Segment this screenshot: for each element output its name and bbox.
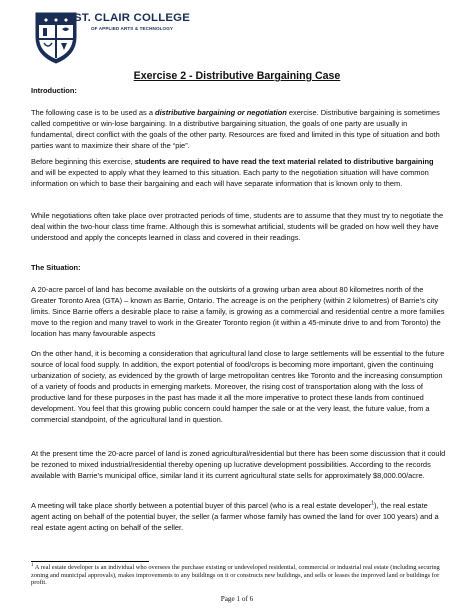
page-number: Page 1 of 6 [220,595,254,603]
introduction-heading [31,85,446,96]
intro-p1-part-b: exercise. Distributive bargaining is sometimes called competitive or win-lose bargaining. In a distributive bargaining situation, the goals of one party are usually in fundamental, direct conflict with the goals of the other party. Resources are fixed and limited in this type of situation and both parties want to maximize their share of the “pie”. [31,108,440,150]
footnote-text: A real estate developer is an individual who oversees the purchase existing or undeveloped residential, commercial or industrial real estate (including securing zoning and municipal approvals), makes improvements to any buildings on it or constructs new buildings, and sells or leases the improved land or buildings for profit. [31,564,440,586]
page-title: Exercise 2 - Distributive Bargaining Case [133,70,341,82]
situation-heading [31,262,446,273]
intro-paragraph-3 [31,210,446,243]
situation-paragraph-1 [31,284,446,339]
college-subtitle: OF APPLIED ARTS & TECHNOLOGY [90,26,174,31]
intro-p3-text: While negotiations often take place over protracted periods of time, students are to assume that they must try to negotiate the deal within the two-hour class time frame. Although this is somewhat artificial, students will be graded on how well they have understood and apply the concepts learned in class and covered in their readings. [31,211,444,242]
sit-p4-part-a: A meeting will take place shortly between a potential buyer of this parcel (who is a real estate developer [31,501,372,510]
situation-paragraph-3 [31,448,446,481]
intro-p2-bold: students are required to have read the text material related to distributive bargaining [134,157,434,166]
intro-p2-part-b: and will be expected to apply what they learned to this situation. Each party to the negotiation situation will have common information on which to base their bargaining and each will have separate information that is known only to them. [31,168,429,188]
situation-paragraph-2 [31,348,446,425]
footnote-reference[interactable]: 1 [371,500,375,507]
sit-p1-text: A 20-acre parcel of land has become available on the outskirts of a growing urban area about 80 kilometres north of the Greater Toronto Area (GTA) – known as Barrie, Ontario. The acreage is on the periphery (within 2 kilometres) of Barrie’s city limits. Since Barrie offers a desirable place to raise a family, is growing as a commercial and residential centre a more families move to the region and many travel to work in the Greater Toronto region (it within a 45-minute drive to and from Toronto) the location has many favourable aspects [31,285,445,338]
intro-p1-part-a: The following case is to be used as a [31,108,156,117]
intro-paragraph-2 [31,156,446,189]
footnote-marker: 1 [31,562,34,568]
intro-p1-emphasis: distributive bargaining or negotiation [155,108,287,117]
sit-p3-text: At the present time the 20-acre parcel of land is zoned agricultural/residential but there has been some discussion that it could be rezoned to mixed industrial/residential thereby opening up lucrative development possibilities. According to the records available with Barrie’s municipal office, similar land it its current agricultural state sells for approximately $8,000.00/acre. [31,449,446,480]
intro-paragraph-1 [31,107,446,151]
situation-heading-text: The Situation: [31,263,81,272]
situation-paragraph-4 [31,500,446,533]
footnote [31,564,446,587]
intro-p2-part-a: Before beginning this exercise, [31,157,135,166]
sit-p4-part-b: ), the real estate agent acting on behalf of the potential buyer, the seller (a farmer whose family has owned the land for over 100 years) and a real estate agent acting on behalf of the seller. [31,501,439,532]
sit-p2-text: On the other hand, it is becoming a consideration that agricultural land close to large settlements will be essential to the future source of local food supply. In addition, the export potential of food/crops is becoming more important, given the continuing urbanization of society, as evidenced by the growth of large metropolitan centres like Toronto and the increasing consumption of a variety of foods and products in emerging markets. Moreover, the rising cost of transportation along with the loss of productive land for these purposes in the past has made it all the more imperative to protect these lands from continued development. You feel that this growing public concern could hamper the sale or at the very least, the future value, from a commercial standpoint, of the agricultural land in question. [31,349,445,424]
introduction-heading-text: Introduction: [31,86,77,95]
college-name: ST. CLAIR COLLEGE [73,12,191,24]
footnote-divider [31,561,149,562]
